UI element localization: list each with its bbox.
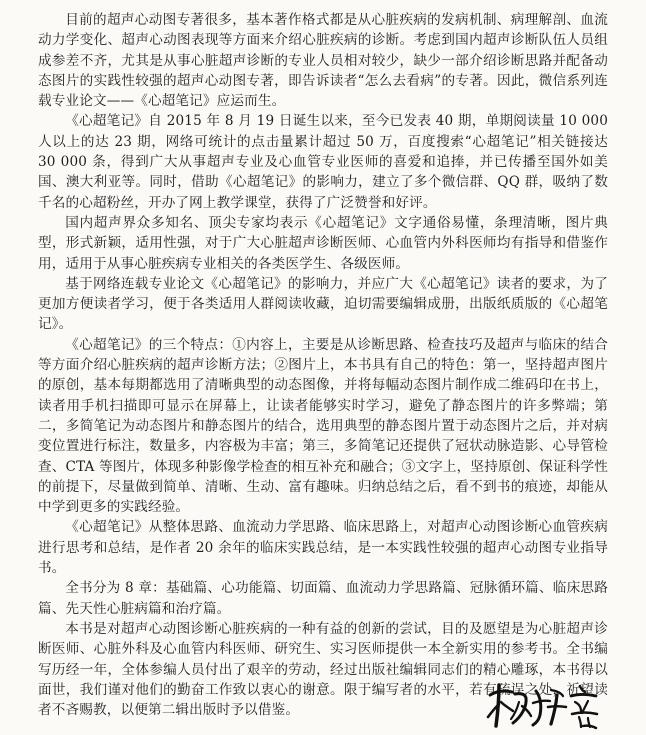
paragraph-7: 全书分为 8 章：基础篇、心功能篇、切面篇、血流动力学思路篇、冠脉循环篇、临床思路篇、先天性心脏病篇和治疗篇。 — [38, 580, 608, 617]
paragraph-6: 《心超笔记》从整体思路、血流动力学思路、临床思路上，对超声心动图诊断心血管疾病进行思考和总结，是作者 20 余年的临床实践总结，是一本实践性较强的超声心动图专业指导书。 — [38, 519, 608, 577]
paragraph-5: 《心超笔记》的三个特点：①内容上，主要是从诊断思路、检查技巧及超声与临床的结合等方面介绍心脏疾病的超声诊断方法；②图片上，本书具有自己的特色：第一，坚持超声图片的原创，基本每期都选用了清晰典型的动态图像，并将每幅动态图片制作成二维码印在书上，读者用手机扫描即可显示在屏幕上，让读者能够实时学习，避免了静态图片的许多弊端；第二，多简笔记为动态图片和静态图片的结合，选用典型的静态图片置于动态图片之后，并对病变位置进行标注，数量多，内容极为丰富；第三，多简笔记还提供了冠状动脉造影、心导管检查、CTA 等图片，体现多种影像学检查的相互补充和融合；③文字上，坚持原创、保证科学性的前提下，尽量做到简单、清晰、生动、富有趣味。归纳总结之后，看不到书的痕迹，却能从中学到更多的实践经验。 — [38, 336, 608, 516]
paragraph-2: 《心超笔记》自 2015 年 8 月 19 日诞生以来，至今已发表 40 期，单期阅读量 10 000 人以上的达 23 期，网络可统计的点击量累计超过 50 万，百度搜索“心超笔记”相关链接达 30 000 条，得到广大从事超声专业及心血管专业医师的喜爱和追捧，并已传播至国外如美国、澳大利亚等。同时，借助《心超笔记》的影响力，建立了多个微信群、QQ 群，吸纳了数千名的心超粉丝，开办了网上教学课堂，获得了广泛赞誉和好评。 — [38, 113, 608, 211]
paragraph-8: 本书是对超声心动图诊断心脏疾病的一种有益的创新的尝试，目的及愿望是为心脏超声诊断医师、心脏外科及心血管内科医师、研究生、实习医师提供一本全新实用的参考书。全书编写历经一年，全体参编人员付出了艰辛的劳动，经过出版社编辑同志们的精心雕琢，本书得以面世，我们谨对他们的勤奋工作致以衷心的谢意。限于编写者的水平，若有疏误之处，祈望读者不吝赐教，以便第二辑出版时予以借鉴。 — [38, 620, 608, 719]
paragraph-1: 目前的超声心动图专著很多，基本著作格式都是从心脏疾病的发病机制、病理解剖、血流动力学变化、超声心动图表现等方面来介绍心脏疾病的诊断。考虑到国内超声诊断队伍人员组成参差不齐，尤其是从事心脏超声诊断的专业人员相对较少，缺少一部介绍诊断思路并配备动态图片的实践性较强的超声心动图专著，即告诉读者“怎么去看病”的专著。因此，微信系列连载专业论文——《心超笔记》应运而生。 — [38, 12, 608, 110]
paragraph-4: 基于网络连载专业论文《心超笔记》的影响力，并应广大《心超笔记》读者的要求，为了更加方便读者学习，便于各类适用人群阅读收藏，迫切需要编辑成册，出版纸质版的《心超笔记》。 — [38, 275, 608, 333]
preface-text — [38, 10, 608, 720]
handwritten-signature — [484, 678, 604, 732]
paragraph-3: 国内超声界众多知名、顶尖专家均表示《心超笔记》文字通俗易懂，条理清晰，图片典型，形式新颖，适用性强，对于广大心脏超声诊断医师、心血管内外科医师均有指导和借鉴作用，适用于从事心脏疾病专业相关的各类医学生、各级医师。 — [38, 214, 608, 272]
